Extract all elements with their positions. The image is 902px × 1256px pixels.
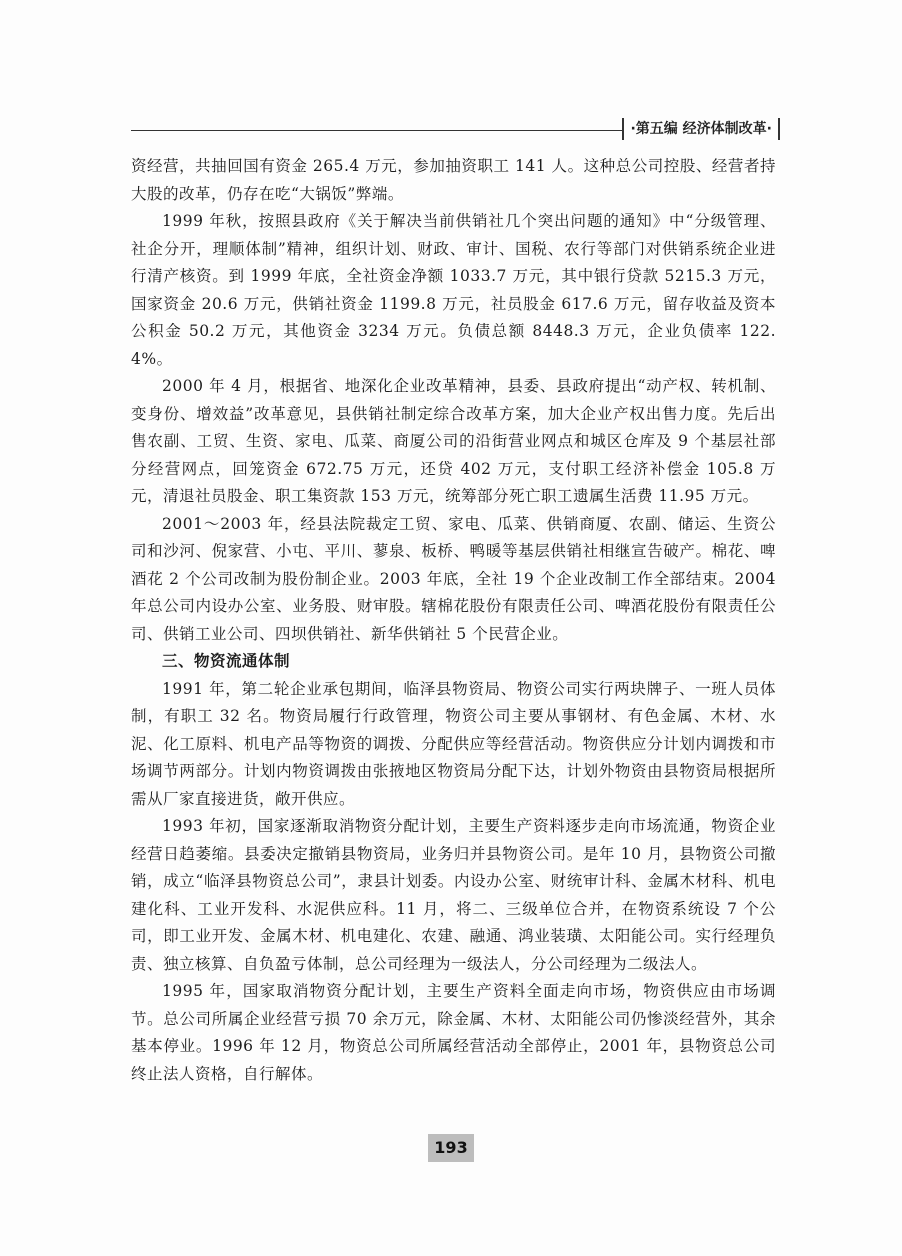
page-body [131, 153, 776, 1088]
paragraph: 2000 年 4 月，根据省、地深化企业改革精神，县委、县政府提出“动产权、转机制、变身份、增效益”改革意见，县供销社制定综合改革方案，加大企业产权出售力度。先后出售农副、工贸、生资、家电、瓜菜、商厦公司的沿街营业网点和城区仓库及 9 个基层社部分经营网点，回笼资金 672.75 万元，还贷 402 万元，支付职工经济补偿金 105.8 万元，清退社员股金、职工集资款 153 万元，统筹部分死亡职工遗属生活费 11.95 万元。 [131, 377, 776, 505]
paragraph: 1999 年秋，按照县政府《关于解决当前供销社几个突出问题的通知》中“分级管理、社企分开，理顺体制”精神，组织计划、财政、审计、国税、农行等部门对供销系统企业进行清产核资。到 1999 年底，全社资金净额 1033.7 万元，其中银行贷款 5215.3 万元，国家资金 20.6 万元，供销社资金 1199.8 万元，社员股金 617.6 万元，留存收益及资本公积金 50.2 万元，其他资金 3234 万元。负债总额 8448.3 万元，企业负债率 122.4%。 [131, 212, 776, 368]
paragraph: 1993 年初，国家逐渐取消物资分配计划，主要生产资料逐步走向市场流通，物资企业经营日趋萎缩。县委决定撤销县物资局，业务归并县物资公司。是年 10 月，县物资公司撤销，成立“临泽县物资总公司”，隶县计划委。内设办公室、财统审计科、金属木材科、机电建化科、工业开发科、水泥供应科。11 月，将二、三级单位合并，在物资系统设 7 个公司，即工业开发、金属木材、机电建化、农建、融通、鸿业装璜、太阳能公司。实行经理负责、独立核算、自负盈亏体制，总公司经理为一级法人，分公司经理为二级法人。 [131, 817, 776, 973]
section-header: ·第五编 经济体制改革· [622, 118, 780, 140]
section-heading: 三、物资流通体制 [162, 652, 291, 670]
page-number: 193 [428, 1134, 474, 1162]
paragraph: 2001～2003 年，经县法院裁定工贸、家电、瓜菜、供销商厦、农副、储运、生资公司和沙河、倪家营、小屯、平川、蓼泉、板桥、鸭暖等基层供销社相继宣告破产。棉花、啤酒花 2 个公司改制为股份制企业。2003 年底，全社 19 个企业改制工作全部结束。2004 年总公司内设办公室、业务股、财审股。辖棉花股份有限责任公司、啤酒花股份有限责任公司、供销工业公司、四坝供销社、新华供销社 5 个民营企业。 [131, 514, 776, 643]
paragraph-continued: 资经营，共抽回国有资金 265.4 万元，参加抽资职工 141 人。这种总公司控股、经营者持大股的改革，仍存在吃“大锅饭”弊端。 [131, 157, 776, 203]
paragraph: 1991 年，第二轮企业承包期间，临泽县物资局、物资公司实行两块牌子、一班人员体制，有职工 32 名。物资局履行行政管理，物资公司主要从事钢材、有色金属、木材、水泥、化工原料、机电产品等物资的调拨、分配供应等经营活动。物资供应分计划内调拨和市场调节两部分。计划内物资调拨由张掖地区物资局分配下达，计划外物资由县物资局根据所需从厂家直接进货，敞开供应。 [131, 679, 776, 808]
paragraph: 1995 年，国家取消物资分配计划，主要生产资料全面走向市场，物资供应由市场调节。总公司所属企业经营亏损 70 余万元，除金属、木材、太阳能公司仍惨淡经营外，其余基本停业。1996 年 12 月，物资总公司所属经营活动全部停止，2001 年，县物资总公司终止法人资格，自行解体。 [131, 982, 776, 1083]
